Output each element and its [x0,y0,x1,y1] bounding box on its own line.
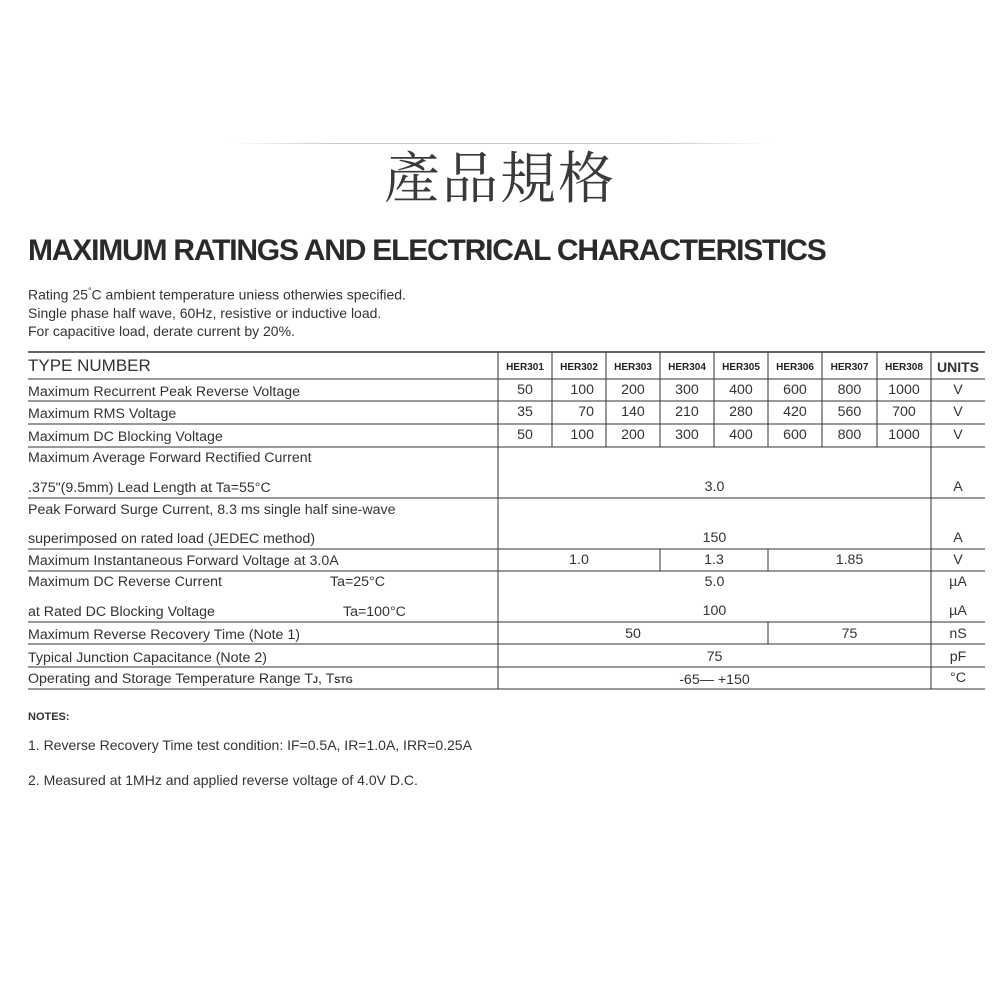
row-label-vrrm: Maximum Recurrent Peak Reverse Voltage [28,384,301,400]
condition-line-2: Single phase half wave, 60Hz, resistive or inductive load. [28,304,382,321]
vrms-value: 280 [729,404,753,420]
model-header-2: HER302 [560,362,598,373]
vf-unit: V [953,552,963,568]
trr-value: 50 [625,626,641,642]
vrrm-value: 100 [570,382,594,398]
row-label-ir-rated: at Rated DC Blocking Voltage [28,604,215,620]
temp-unit: °C [950,670,966,686]
model-header-4: HER304 [668,362,706,373]
vrms-value: 420 [783,404,807,420]
ir-condition-100c: Ta=100°C [343,604,406,620]
row-label-ifsm-condition: superimposed on rated load (JEDEC method) [28,531,316,547]
row-label-vdc: Maximum DC Blocking Voltage [28,429,223,445]
model-header-3: HER303 [614,362,652,373]
ir-value-25c: 5.0 [704,574,725,590]
notes-title: NOTES: [28,711,70,723]
vdc-value: 100 [570,427,594,443]
vrms-value: 700 [892,404,916,420]
vdc-value: 800 [837,427,862,443]
vrrm-value: 400 [729,382,753,398]
vrrm-value: 800 [837,382,862,398]
vdc-value: 1000 [888,427,920,443]
ir-unit-25c: µA [949,574,967,590]
vdc-value: 600 [783,427,807,443]
vrrm-unit: V [953,382,963,398]
vdc-value: 400 [729,427,753,443]
iavg-unit: A [953,479,963,495]
model-header-6: HER306 [776,362,814,373]
product-spec-title: 產品規格 [384,147,616,212]
row-label-cj: Typical Junction Capacitance (Note 2) [28,650,267,666]
vrms-value: 70 [578,404,594,420]
vdc-value: 200 [621,427,645,443]
vrms-value: 560 [837,404,862,420]
vf-value: 1.3 [704,552,724,568]
iavg-value: 3.0 [704,479,725,495]
units-header: UNITS [937,359,979,375]
ifsm-value: 150 [702,530,727,546]
vrrm-value: 200 [621,382,645,398]
vrms-value: 210 [675,404,699,420]
vdc-value: 300 [675,427,699,443]
ir-value-100c: 100 [702,603,727,619]
ir-unit-100c: µA [949,603,967,619]
vrrm-value: 1000 [888,382,920,398]
vrrm-value: 300 [675,382,699,398]
condition-line-1: Rating 25°C ambient temperature uniess otherwies specified. [28,286,406,303]
cj-unit: pF [949,649,967,665]
row-label-vrms: Maximum RMS Voltage [28,406,177,422]
vrrm-value: 50 [517,382,533,398]
model-header-8: HER308 [885,362,923,373]
vf-value: 1.85 [835,552,864,568]
row-label-iavg: Maximum Average Forward Rectified Current [28,450,312,466]
vrms-value: 35 [517,404,533,420]
vdc-value: 50 [517,427,533,443]
row-label-trr: Maximum Reverse Recovery Time (Note 1) [28,627,300,643]
vrms-value: 140 [621,404,645,420]
row-label-vf: Maximum Instantaneous Forward Voltage at 3.0A [28,553,339,569]
row-label-ir: Maximum DC Reverse Current [28,574,222,590]
trr-value: 75 [841,626,858,642]
row-label-ifsm: Peak Forward Surge Current, 8.3 ms single half sine-wave [28,502,396,518]
vrms-unit: V [953,404,963,420]
ir-condition-25c: Ta=25°C [330,574,385,590]
row-label-iavg-condition: .375"(9.5mm) Lead Length at Ta=55°C [28,480,271,496]
condition-line-3: For capacitive load, derate current by 20%. [28,322,295,339]
vrrm-value: 600 [783,382,807,398]
temp-value: -65— +150 [679,672,750,688]
model-header-5: HER305 [722,362,760,373]
vdc-unit: V [953,427,963,443]
model-header-7: HER307 [830,362,869,373]
row-label-temp: Operating and Storage Temperature Range TJ, TSTG [28,671,353,687]
trr-unit: nS [949,626,967,642]
note-1: 1. Reverse Recovery Time test condition: IF=0.5A, IR=1.0A, IRR=0.25A [28,737,472,753]
page-heading: MAXIMUM RATINGS AND ELECTRICAL CHARACTERISTICS [28,234,826,267]
type-number-header: TYPE NUMBER [28,356,151,375]
note-2: 2. Measured at 1MHz and applied reverse voltage of 4.0V D.C. [28,772,418,788]
model-header-1: HER301 [506,362,544,373]
vf-value: 1.0 [569,552,589,568]
ifsm-unit: A [953,530,963,546]
cj-value: 75 [706,649,723,665]
